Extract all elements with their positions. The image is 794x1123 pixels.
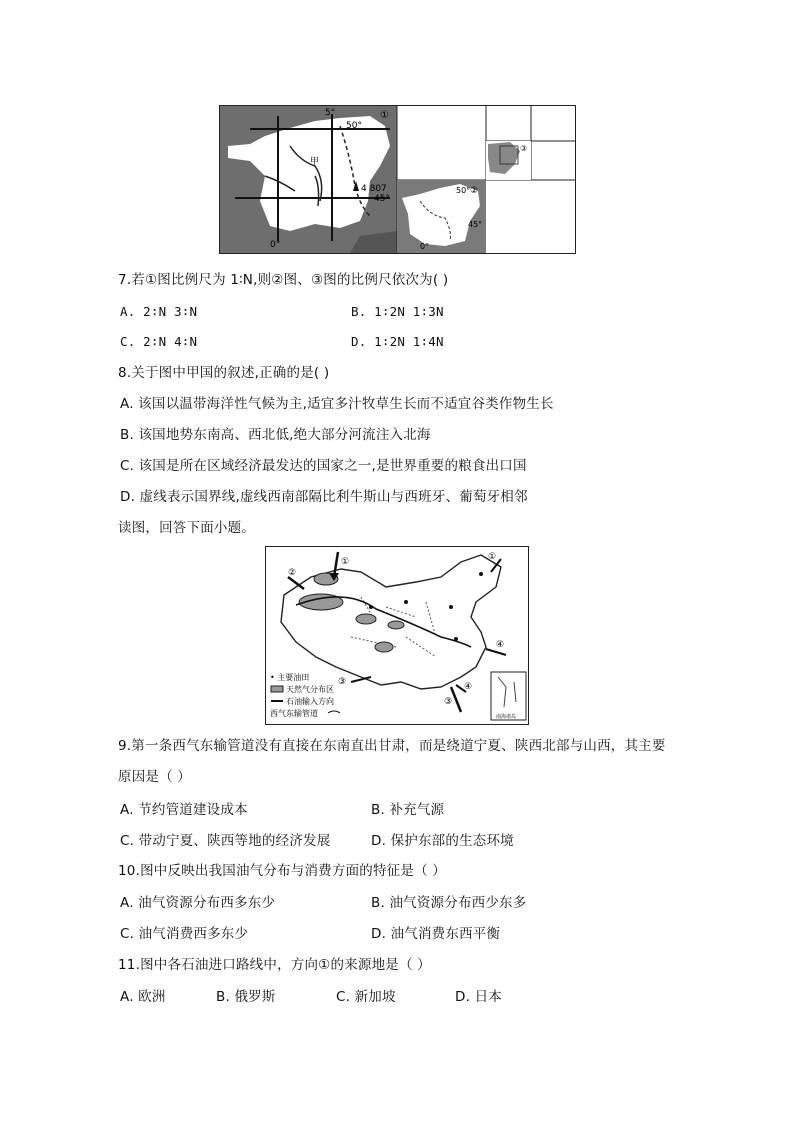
q7-option-c[interactable]: C. 2∶N 4∶N bbox=[120, 334, 198, 349]
oil-field-dot bbox=[479, 572, 483, 576]
gas-area-sichuan bbox=[375, 642, 393, 652]
oil-field-dot bbox=[454, 637, 458, 641]
route-4b-label: ④ bbox=[464, 682, 473, 692]
route-2-label: ② bbox=[288, 568, 297, 578]
legend-oil-field: • 主要油田 bbox=[270, 673, 310, 682]
route-1-label: ① bbox=[341, 557, 350, 567]
q9-stem-line1: 9.第一条西气东输管道没有直接在东南直出甘肃，而是绕道宁夏、陕西北部与山西，其主要 bbox=[118, 738, 666, 754]
inset-label: 南海诸岛 bbox=[496, 714, 517, 720]
q7-option-b[interactable]: B. 1∶2N 1∶3N bbox=[351, 304, 444, 319]
route-3b-label: ③ bbox=[444, 697, 453, 707]
map1-number: ① bbox=[380, 110, 389, 121]
q7-option-d[interactable]: D. 1∶2N 1∶4N bbox=[351, 334, 444, 349]
q10-option-b[interactable]: B. 油气资源分布西少东多 bbox=[371, 895, 527, 911]
q11-option-d[interactable]: D. 日本 bbox=[455, 989, 502, 1005]
map2-lat-50: 50° bbox=[456, 186, 471, 195]
q8-option-b[interactable]: B. 该国地势东南高、西北低,绝大部分河流注入北海 bbox=[120, 427, 431, 443]
south-sea-inset bbox=[491, 672, 526, 720]
q10-option-a[interactable]: A. 油气资源分布西多东少 bbox=[120, 895, 276, 911]
legend-pipeline: 西气东输管道 bbox=[270, 709, 318, 718]
map3-number: ③ bbox=[520, 144, 528, 153]
gas-area-ordos bbox=[388, 621, 404, 629]
map2-lon-0: 0° bbox=[420, 242, 430, 251]
q9-option-b[interactable]: B. 补充气源 bbox=[371, 802, 445, 818]
china-oil-map-svg bbox=[266, 547, 528, 724]
legend-pipeline-swatch bbox=[328, 711, 340, 713]
q11-option-a[interactable]: A. 欧洲 bbox=[120, 989, 166, 1005]
q9-stem-line2: 原因是（ ） bbox=[118, 769, 191, 785]
q11-stem: 11.图中各石油进口路线中，方向①的来源地是（ ） bbox=[118, 957, 431, 973]
q7-stem: 7.若①图比例尺为 1∶N,则②图、③图的比例尺依次为( ) bbox=[118, 272, 449, 288]
q10-option-c[interactable]: C. 油气消费西多东少 bbox=[120, 926, 249, 942]
q7-option-a[interactable]: A. 2∶N 3∶N bbox=[120, 304, 198, 319]
reading-instruction: 读图，回答下面小题。 bbox=[118, 520, 255, 536]
legend-gas: 天然气分布区 bbox=[286, 685, 334, 694]
country-jia-label: 甲 bbox=[310, 157, 320, 167]
import-arrow-3b bbox=[451, 687, 461, 712]
oil-field-dot bbox=[404, 600, 408, 604]
france-map-svg bbox=[220, 106, 575, 253]
q8-option-c[interactable]: C. 该国是所在区域经济最发达的国家之一,是世界重要的粮食出口国 bbox=[120, 458, 527, 474]
q10-option-d[interactable]: D. 油气消费东西平衡 bbox=[371, 926, 501, 942]
lat-45-label: 45° bbox=[374, 194, 390, 204]
oil-field-dot bbox=[369, 605, 373, 609]
map2-lat-45: 45° bbox=[468, 220, 483, 229]
q9-option-a[interactable]: A. 节约管道建设成本 bbox=[120, 802, 248, 818]
legend-import: 石油输入方向 bbox=[286, 697, 334, 706]
route-4-label: ④ bbox=[496, 640, 505, 650]
q11-option-c[interactable]: C. 新加坡 bbox=[336, 989, 396, 1005]
lon-5-label: 5° bbox=[325, 108, 336, 118]
legend-gas-swatch bbox=[271, 686, 283, 692]
france-map-figure bbox=[219, 105, 576, 254]
q10-stem: 10.图中反映出我国油气分布与消费方面的特征是（ ） bbox=[118, 863, 446, 879]
q8-option-d[interactable]: D. 虚线表示国界线,虚线西南部隔比利牛斯山与西班牙、葡萄牙相邻 bbox=[120, 489, 528, 505]
route-3-label: ③ bbox=[338, 677, 347, 687]
q8-option-a[interactable]: A. 该国以温带海洋性气候为主,适宜多汁牧草生长而不适宜谷类作物生长 bbox=[120, 396, 554, 412]
peak-elevation-label: 4 807 bbox=[361, 184, 387, 194]
q8-stem: 8.关于图中甲国的叙述,正确的是( ) bbox=[118, 365, 330, 381]
map2-number: ② bbox=[470, 186, 479, 196]
china-oil-map-figure bbox=[265, 546, 529, 725]
q9-option-d[interactable]: D. 保护东部的生态环境 bbox=[371, 833, 514, 849]
route-1b-label: ① bbox=[488, 552, 497, 562]
lon-0-label: 0° bbox=[270, 240, 281, 250]
gas-area-qaidam bbox=[356, 614, 376, 624]
oil-field-dot bbox=[449, 605, 453, 609]
lat-50-label: 50° bbox=[346, 121, 362, 131]
q11-option-b[interactable]: B. 俄罗斯 bbox=[216, 989, 276, 1005]
q9-option-c[interactable]: C. 带动宁夏、陕西等地的经济发展 bbox=[120, 833, 331, 849]
